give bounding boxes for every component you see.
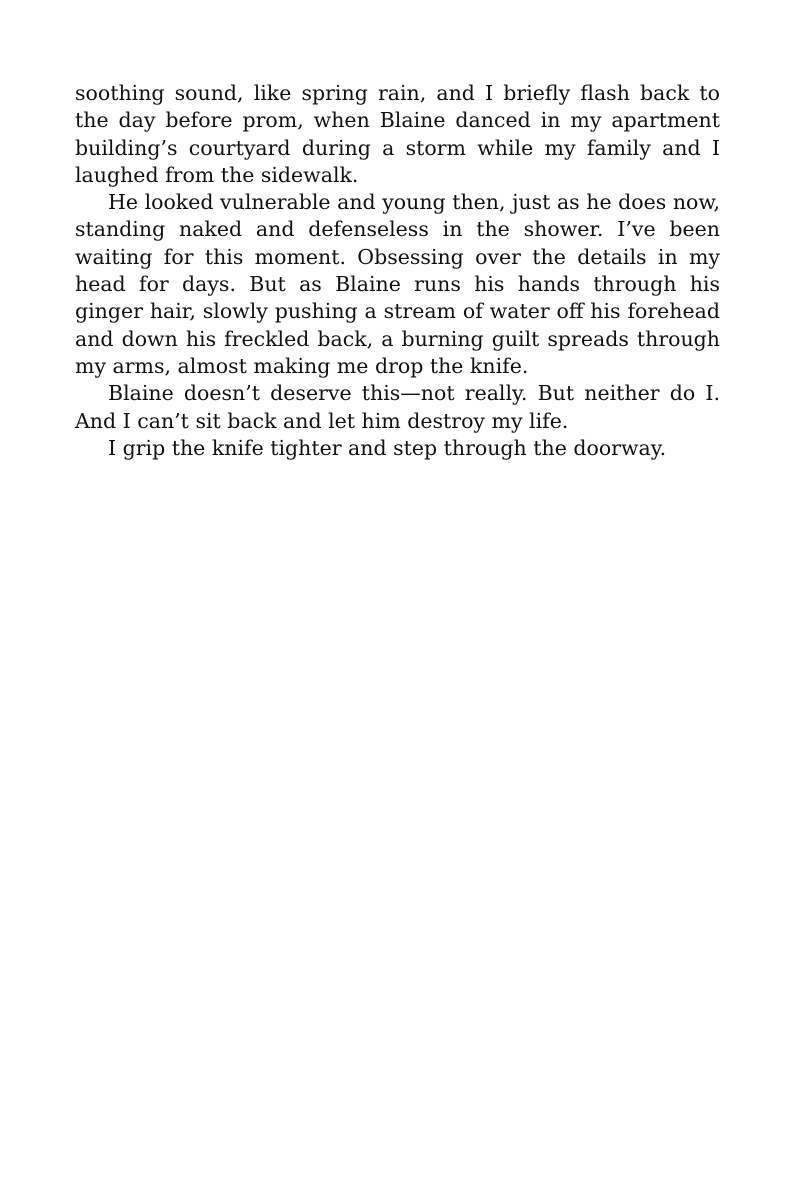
paragraph-shower: He looked vulnerable and young then, just as he does now, standing naked and defenseless in the shower. I’ve been waiting for this moment. Obsessing over the details in my head for days. But as Blaine runs his hands through his ginger hair, slowly pushing a stream of water off his forehead and down his freckled back, a burning guilt spreads through my arms, almost making me drop the knife. bbox=[75, 190, 720, 378]
paragraph-continued: soothing sound, like spring rain, and I briefly flash back to the day before prom, when Blaine danced in my apartment building’s courtyard during a storm while my family and I laughed from the sidewalk. bbox=[75, 81, 720, 187]
paragraph-deserve: Blaine doesn’t deserve this—not really. But neither do I. And I can’t sit back and let him destroy my life. bbox=[75, 381, 720, 433]
book-page bbox=[75, 80, 720, 462]
paragraph-doorway: I grip the knife tighter and step through the doorway. bbox=[108, 435, 667, 460]
